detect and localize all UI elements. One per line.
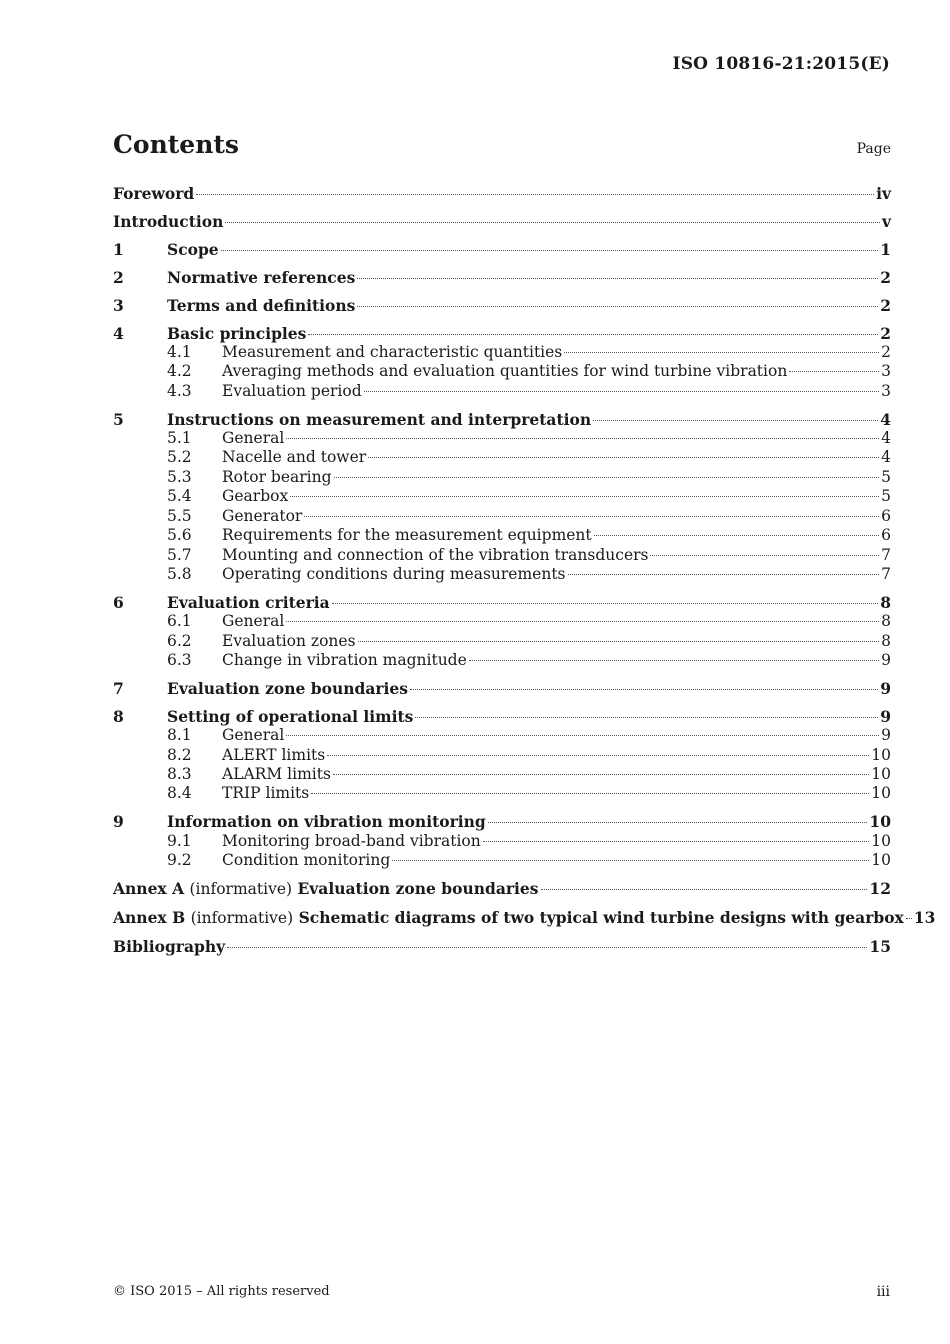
toc-entry-number: 6.3 <box>167 651 192 670</box>
dot-leader <box>357 278 878 279</box>
dot-leader <box>541 889 868 890</box>
toc-entry-number: 4.1 <box>167 342 192 361</box>
toc-entry-label: Terms and definitions <box>167 295 356 315</box>
toc-page-number: iv <box>876 184 891 203</box>
toc-subentry[interactable] <box>113 546 891 565</box>
toc-page-number: 6 <box>881 526 891 545</box>
toc-entry[interactable] <box>113 410 891 429</box>
annex-title: Evaluation zone boundaries <box>297 879 539 899</box>
toc-entry-number: 8 <box>113 706 124 726</box>
dot-leader <box>564 352 879 353</box>
toc-page-number: 3 <box>881 381 891 400</box>
toc-page-number: 4 <box>881 448 891 467</box>
toc-subentry[interactable] <box>113 362 891 381</box>
page-title: Contents <box>113 130 240 159</box>
toc-entry-label: Mounting and connection of the vibration transducers <box>222 545 649 564</box>
toc-entry-label: Evaluation criteria <box>167 592 330 612</box>
toc-entry[interactable] <box>113 296 891 315</box>
toc-entry-number: 5.8 <box>167 564 192 583</box>
toc-entry-number: 5.7 <box>167 545 192 564</box>
toc-page-number: 9 <box>880 678 891 698</box>
toc-subentry[interactable] <box>113 726 891 745</box>
toc-entry-number: 9 <box>113 812 124 832</box>
toc-page-number: 10 <box>871 784 891 803</box>
copyright-notice: © ISO 2015 – All rights reserved <box>113 1284 330 1299</box>
toc-entry-number: 8.1 <box>167 726 192 745</box>
toc-entry[interactable] <box>113 184 891 203</box>
toc-entry-label: Measurement and characteristic quantities <box>222 342 563 361</box>
toc-entry-label: Information on vibration monitoring <box>167 812 486 832</box>
toc-page-number: 2 <box>880 267 891 287</box>
document-id: ISO 10816-21:2015(E) <box>672 54 890 74</box>
toc-entry[interactable] <box>113 812 891 831</box>
toc-entry[interactable] <box>113 212 891 231</box>
toc-entry-number: 8.2 <box>167 745 192 764</box>
toc-page-number: 2 <box>880 323 891 343</box>
toc-page-number: 9 <box>881 651 891 670</box>
toc-subentry[interactable] <box>113 468 891 487</box>
toc-subentry[interactable] <box>113 765 891 784</box>
toc-entry-number: 4.2 <box>167 362 192 381</box>
annex-title: Schematic diagrams of two typical wind turbine designs with gearbox <box>298 908 904 927</box>
toc-entry-number: 3 <box>113 295 124 315</box>
toc-page-number: 9 <box>881 726 891 745</box>
toc-entry-label: Introduction <box>113 211 224 231</box>
dot-leader <box>469 660 879 661</box>
dot-leader <box>483 841 870 842</box>
toc-entry-number: 5.3 <box>167 467 192 486</box>
dot-leader <box>227 947 867 948</box>
toc-entry-number: 4 <box>113 323 124 343</box>
annex-type: (informative) <box>190 909 294 927</box>
annex-prefix: Annex A <box>113 879 185 899</box>
dot-leader <box>789 371 879 372</box>
toc-subentry[interactable] <box>113 651 891 670</box>
toc-page-number: 13 <box>913 908 936 927</box>
toc-entry-label: Gearbox <box>222 487 289 506</box>
toc-subentry[interactable] <box>113 746 891 765</box>
toc-subentry[interactable] <box>113 565 891 584</box>
toc-entry-label: Generator <box>222 506 303 525</box>
toc-entry-number: 5.2 <box>167 448 192 467</box>
toc-page-number: 10 <box>869 812 891 832</box>
page-column-label: Page <box>856 141 891 157</box>
toc-page-number: 8 <box>881 612 891 631</box>
toc-entry-number: 4.3 <box>167 381 192 400</box>
toc-entry-number: 6.2 <box>167 631 192 650</box>
toc-entry-label: Condition monitoring <box>222 851 391 870</box>
contents-header <box>113 130 891 159</box>
dot-leader <box>327 755 869 756</box>
dot-leader <box>392 860 869 861</box>
toc-entry-number: 5.6 <box>167 526 192 545</box>
toc-entry-number: 7 <box>113 678 124 698</box>
toc-page-number: 7 <box>881 564 891 583</box>
dot-leader <box>488 822 868 823</box>
toc-annex-label <box>113 908 904 928</box>
toc-entry-label: Normative references <box>167 267 356 287</box>
toc-subentry[interactable] <box>113 507 891 526</box>
toc-page-number: 2 <box>880 295 891 315</box>
toc-page-number: 4 <box>880 409 891 429</box>
toc-entry[interactable] <box>113 879 891 899</box>
toc-page-number: 5 <box>881 467 891 486</box>
toc-entry-number: 8.3 <box>167 765 192 784</box>
toc-entry[interactable] <box>113 908 936 928</box>
toc-subentry[interactable] <box>113 832 891 851</box>
toc-entry-label: Nacelle and tower <box>222 448 367 467</box>
dot-leader <box>332 603 878 604</box>
toc-entry[interactable] <box>113 268 891 287</box>
dot-leader <box>334 477 880 478</box>
annex-type: (informative) <box>189 880 293 899</box>
dot-leader <box>568 574 880 575</box>
toc-entry-label: General <box>222 726 285 745</box>
toc-entry-label: Scope <box>167 239 219 259</box>
dot-leader <box>358 641 880 642</box>
toc-entry-label: Evaluation zone boundaries <box>167 678 409 698</box>
toc-entry[interactable] <box>113 679 891 698</box>
toc-subentry[interactable] <box>113 526 891 545</box>
dot-leader <box>333 774 869 775</box>
toc-entry-number: 5.4 <box>167 487 192 506</box>
toc-entry[interactable] <box>113 240 891 259</box>
dot-leader <box>286 735 879 736</box>
toc-entry-number: 6.1 <box>167 612 192 631</box>
annex-prefix: Annex B <box>113 908 186 927</box>
toc-page-number: 3 <box>881 362 891 381</box>
toc-subentry[interactable] <box>113 612 891 631</box>
toc-entry-number: 2 <box>113 267 124 287</box>
toc-page-number: 5 <box>881 487 891 506</box>
toc-annex-label <box>113 879 539 899</box>
toc-entry-label: Evaluation zones <box>222 631 356 650</box>
toc-subentry[interactable] <box>113 429 891 448</box>
dot-leader <box>286 621 879 622</box>
dot-leader <box>906 918 912 919</box>
toc-page-number: 10 <box>871 851 891 870</box>
dot-leader <box>650 555 879 556</box>
toc-entry-label: ALERT limits <box>222 745 326 764</box>
dot-leader <box>368 457 879 458</box>
toc-entry-label: ALARM limits <box>222 765 331 784</box>
dot-leader <box>415 717 878 718</box>
toc-entry-number: 8.4 <box>167 784 192 803</box>
toc-subentry[interactable] <box>113 448 891 467</box>
toc-entry-label: General <box>222 612 285 631</box>
toc-entry[interactable] <box>113 707 891 726</box>
dot-leader <box>221 250 879 251</box>
toc-page-number: 7 <box>881 545 891 564</box>
toc-entry-label: TRIP limits <box>222 784 310 803</box>
toc-entry-number: 5.5 <box>167 506 192 525</box>
toc-page-number: 10 <box>871 831 891 850</box>
dot-leader <box>594 535 879 536</box>
toc-entry-number: 1 <box>113 239 124 259</box>
toc-entry-label: Bibliography <box>113 936 226 956</box>
toc-entry-label: Monitoring broad-band vibration <box>222 831 481 850</box>
toc-entry-label: Requirements for the measurement equipment <box>222 526 592 545</box>
toc-page-number: 10 <box>871 745 891 764</box>
toc-page-number: 6 <box>881 506 891 525</box>
toc-subentry[interactable] <box>113 784 891 803</box>
toc-entry-label: General <box>222 429 285 448</box>
toc-page-number: 8 <box>881 631 891 650</box>
toc-page-number: 8 <box>880 592 891 612</box>
toc-page-number: 12 <box>869 879 891 899</box>
toc-subentry[interactable] <box>113 343 891 362</box>
toc-page-number: 10 <box>871 765 891 784</box>
dot-leader <box>311 793 869 794</box>
dot-leader <box>357 306 878 307</box>
toc-subentry[interactable] <box>113 851 891 870</box>
toc-entry-label: Instructions on measurement and interpretation <box>167 409 592 429</box>
dot-leader <box>308 334 878 335</box>
toc-page-number: v <box>881 211 891 231</box>
toc-entry-label: Foreword <box>113 184 195 203</box>
toc-entry-number: 5.1 <box>167 429 192 448</box>
dot-leader <box>225 222 880 223</box>
dot-leader <box>410 689 878 690</box>
dot-leader <box>304 516 879 517</box>
toc-entry-label: Evaluation period <box>222 381 362 400</box>
toc-page-number: 15 <box>869 936 891 956</box>
toc-page-number: 9 <box>880 706 891 726</box>
toc-subentry[interactable] <box>113 382 891 401</box>
toc-entry-label: Basic principles <box>167 323 307 343</box>
toc-entry-number: 9.1 <box>167 831 192 850</box>
toc-entry-number: 9.2 <box>167 851 192 870</box>
toc-subentry[interactable] <box>113 487 891 506</box>
dot-leader <box>593 420 878 421</box>
toc-entry[interactable] <box>113 937 891 956</box>
dot-leader <box>290 496 879 497</box>
dot-leader <box>196 194 874 195</box>
toc-page-number: 2 <box>881 342 891 361</box>
toc-entry[interactable] <box>113 324 891 343</box>
table-of-contents <box>113 184 936 956</box>
toc-entry-label: Change in vibration magnitude <box>222 651 467 670</box>
dot-leader <box>286 438 879 439</box>
toc-entry-label: Averaging methods and evaluation quantities for wind turbine vibration <box>222 362 788 381</box>
page-number: iii <box>876 1284 890 1300</box>
toc-entry-number: 6 <box>113 592 124 612</box>
toc-entry-label: Operating conditions during measurements <box>222 564 566 583</box>
toc-subentry[interactable] <box>113 632 891 651</box>
toc-page-number: 1 <box>880 239 891 259</box>
toc-entry-number: 5 <box>113 409 124 429</box>
toc-entry-label: Rotor bearing <box>222 467 332 486</box>
toc-page-number: 4 <box>881 429 891 448</box>
toc-entry[interactable] <box>113 593 891 612</box>
dot-leader <box>364 391 879 392</box>
toc-entry-label: Setting of operational limits <box>167 706 414 726</box>
